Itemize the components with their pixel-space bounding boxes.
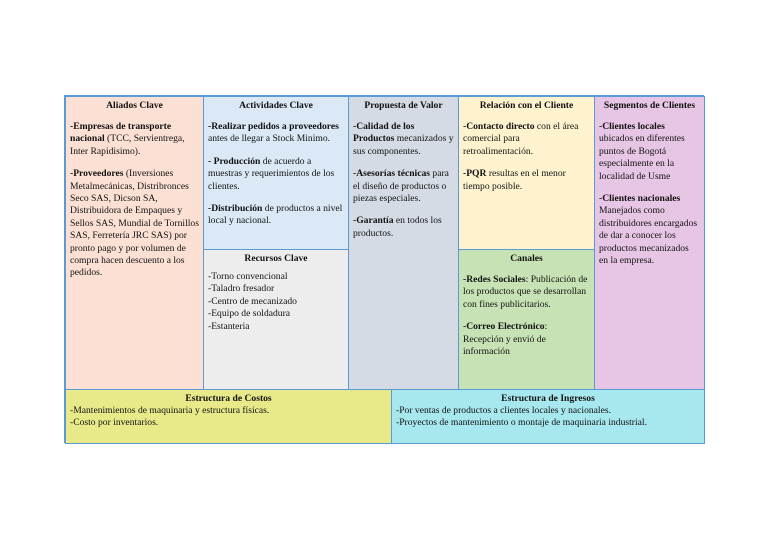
aliados-clave-title: Aliados Clave (106, 100, 163, 111)
recursos-item: -Torno convencional (208, 271, 288, 282)
canales-item-redes: -Redes Sociales: Publicación de los productos que se desarrollan con fines publicitarios. (463, 274, 588, 310)
estructura-ingresos-title: Estructura de Ingresos (501, 393, 595, 404)
aliados-item-proveedores: -Proveedores (Inversiones Metalmecánicas, Distribronces Seco SAS, Dicson SA, Distribuidora de Empaques y Sellos SAS, Mundial de Tornillos SAS, Ferretería JRC SAS) por pronto pago y por volumen de compra hacen descuento a los pedidos. (70, 168, 199, 279)
recursos-clave-block (203, 249, 349, 390)
ingresos-line: -Por ventas de productos a clientes locales y nacionales. (396, 405, 611, 416)
propuesta-item-calidad: -Calidad de los Productos mecanizados y sus componentes. (353, 121, 454, 157)
relacion-cliente-title: Relación con el Cliente (479, 100, 574, 111)
estructura-ingresos-block (391, 389, 705, 444)
actividades-item-produccion: - Producción de acuerdo a muestras y requerimientos de los clientes. (208, 155, 335, 192)
propuesta-valor-title: Propuesta de Valor (364, 100, 443, 111)
actividades-clave-title: Actividades Clave (239, 100, 313, 111)
ingresos-line: -Proyectos de mantenimiento o montaje de maquinaria industrial. (396, 417, 647, 429)
recursos-item: -Centro de mecanizado (208, 295, 297, 307)
recursos-clave-title: Recursos Clave (244, 253, 308, 264)
recursos-item: -Estanteria (208, 320, 250, 332)
aliados-clave-block (65, 96, 204, 390)
segmentos-item-nacionales: -Clientes nacionales Manejados como distribuidores encargados de dar a conocer los productos mecanizados en la empresa. (599, 193, 698, 267)
propuesta-valor-block (348, 96, 459, 390)
relacion-item-pqr: -PQR resultas en el menor tiempo posible. (463, 168, 566, 192)
actividades-item-pedidos: -Realizar pedidos a proveedores antes de llegar a Stock Minimo. (208, 121, 339, 145)
costos-line: -Mantenimientos de maquinaria y estructura físicas. (70, 405, 270, 416)
propuesta-item-garantia: -Garantía en todos los productos. (353, 215, 442, 239)
canales-item-correo: -Correo Electrónico: Recepción y envió de información (463, 321, 548, 358)
segmentos-clientes-block (594, 96, 705, 390)
recursos-item: -Taladro fresador (208, 283, 275, 295)
estructura-costos-title: Estructura de Costos (185, 393, 272, 404)
recursos-item: -Equipo de soldadura (208, 308, 291, 320)
costos-line: -Costo por inventarios. (70, 417, 159, 429)
actividades-clave-block (203, 96, 349, 250)
estructura-costos-block (65, 389, 392, 444)
segmentos-item-locales: -Clientes locales ubicados en diferentes puntos de Bogotá especialmente en la localidad de Usme (599, 121, 685, 182)
segmentos-clientes-title: Segmentos de Clientes (603, 100, 696, 111)
business-model-canvas (64, 95, 704, 443)
propuesta-item-asesorias: -Asesorías técnicas para el diseño de productos o piezas especiales. (353, 168, 449, 205)
canales-block (458, 249, 595, 390)
relacion-item-contacto: -Contacto directo con el área comercial para retroalimentación. (463, 121, 579, 157)
actividades-item-distribucion: -Distribución de productos a nivel local y nacional. (208, 203, 343, 227)
canales-title: Canales (510, 253, 543, 264)
relacion-cliente-block (458, 96, 595, 250)
aliados-item-transporte: -Empresas de transporte nacional (TCC, Servientrega, Inter Rapidisimo). (70, 121, 185, 157)
